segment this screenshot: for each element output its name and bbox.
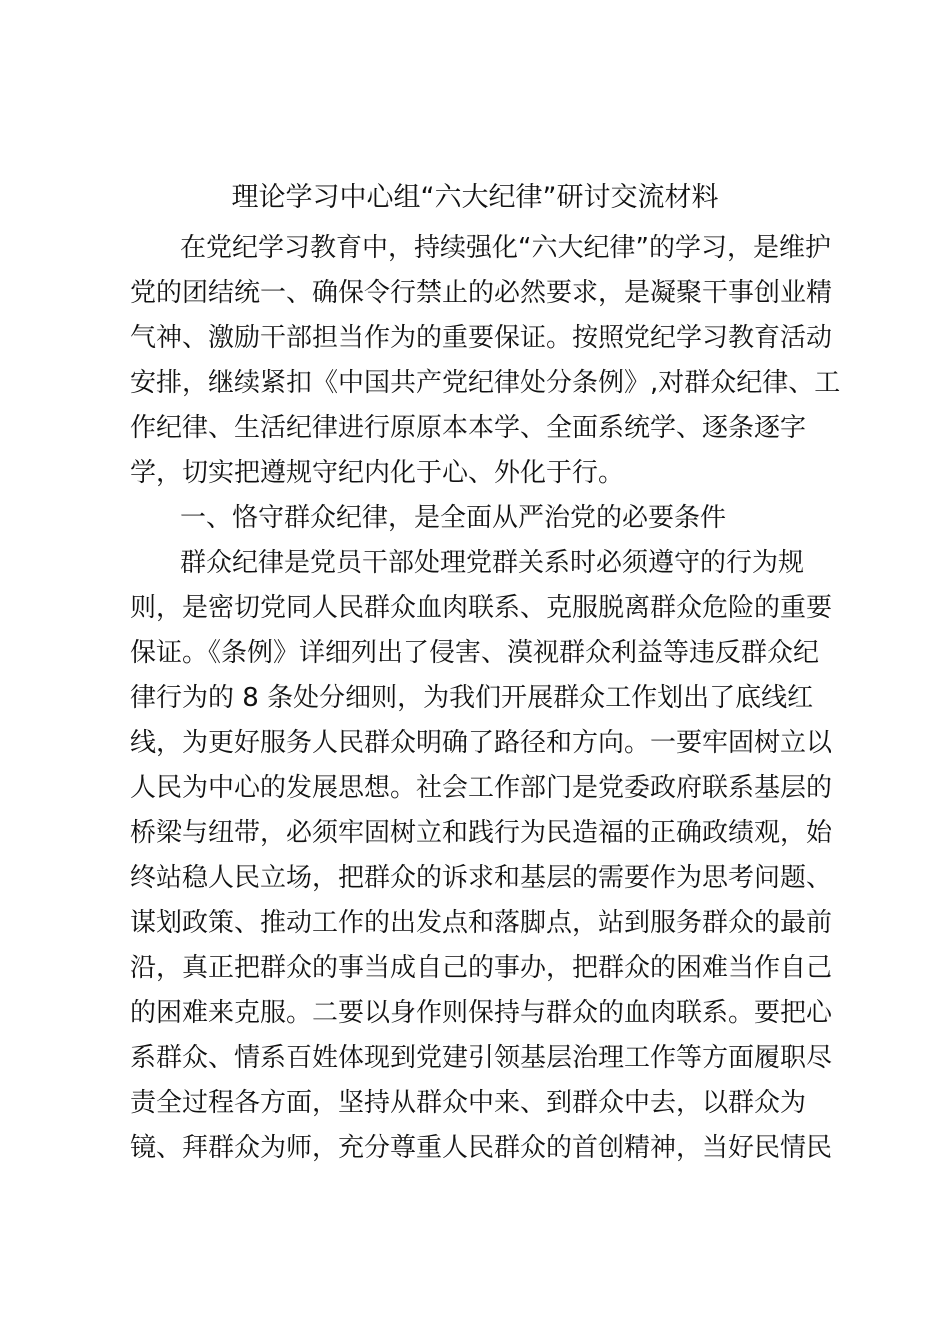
text-line: 安排，继续紧扣《中国共产党纪律处分条例》,对群众纪律、工 bbox=[130, 368, 841, 398]
text-line: 党的团结统一、确保令行禁止的必然要求，是凝聚干事创业精 bbox=[130, 278, 833, 308]
text-line: 作纪律、生活纪律进行原原本本学、全面系统学、逐条逐字 bbox=[130, 413, 807, 443]
text-line: 镜、拜群众为师，充分尊重人民群众的首创精神，当好民情民 bbox=[130, 1133, 833, 1163]
text-line: 终站稳人民立场，把群众的诉求和基层的需要作为思考问题、 bbox=[130, 863, 833, 893]
text-line: 气神、激励干部担当作为的重要保证。按照党纪学习教育活动 bbox=[130, 323, 833, 353]
text-line: 群众纪律是党员干部处理党群关系时必须遵守的行为规 bbox=[180, 548, 805, 578]
text-line: 沿，真正把群众的事当成自己的事办，把群众的困难当作自己 bbox=[130, 953, 833, 983]
text-line: 谋划政策、推动工作的出发点和落脚点，站到服务群众的最前 bbox=[130, 908, 833, 938]
text-line: 保证。《条例》详细列出了侵害、漠视群众利益等违反群众纪 bbox=[130, 638, 820, 668]
text-line: 学，切实把遵规守纪内化于心、外化于行。 bbox=[130, 458, 625, 488]
text-line: 则，是密切党同人民群众血肉联系、克服脱离群众危险的重要 bbox=[130, 593, 833, 623]
text-line: 责全过程各方面，坚持从群众中来、到群众中去，以群众为 bbox=[130, 1088, 807, 1118]
text-line: 系群众、情系百姓体现到党建引领基层治理工作等方面履职尽 bbox=[130, 1043, 833, 1073]
document-title: 理论学习中心组“六大纪律”研讨交流材料 bbox=[231, 182, 719, 213]
text-line: 线，为更好服务人民群众明确了路径和方向。一要牢固树立以 bbox=[130, 728, 833, 758]
text-line: 律行为的 8 条处分细则，为我们开展群众工作划出了底线红 bbox=[130, 683, 814, 713]
text-line: 在党纪学习教育中，持续强化“六大纪律”的学习，是维护 bbox=[180, 233, 831, 263]
text-line: 桥梁与纽带，必须牢固树立和践行为民造福的正确政绩观，始 bbox=[130, 818, 833, 848]
text-line: 的困难来克服。二要以身作则保持与群众的血肉联系。要把心 bbox=[130, 998, 833, 1028]
section-heading: 一、恪守群众纪律，是全面从严治党的必要条件 bbox=[180, 503, 727, 533]
text-line: 人民为中心的发展思想。社会工作部门是党委政府联系基层的 bbox=[130, 773, 833, 803]
